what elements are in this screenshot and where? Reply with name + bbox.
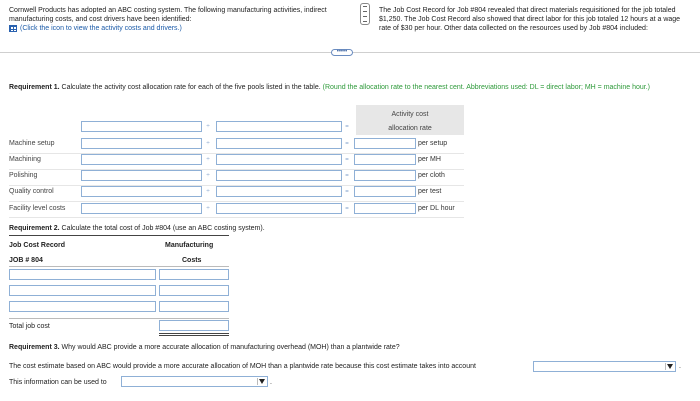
row-label: Machine setup [9,140,55,147]
req3-label: Requirement 3. [9,344,60,351]
cost-item-input[interactable] [9,301,156,312]
equals-symbol: = [345,173,349,179]
job-cost-record-header: Job Cost Record [9,242,66,249]
req3-sentence-1: The cost estimate based on ABC would provide a more accurate allocation of MOH than a plantwide rate because this cost estimate takes into account [9,363,476,370]
divide-symbol: ÷ [206,206,210,212]
activity-costs-link-text[interactable]: (Click the icon to view the activity costs and drivers.) [20,25,182,32]
table-grid-icon[interactable] [9,25,17,32]
row-separator [9,201,464,202]
req1-label: Requirement 1. [9,84,60,91]
cost-amount-input[interactable] [159,269,229,280]
row-label: Polishing [9,172,38,179]
job-table-top-rule [9,235,229,236]
costs-header: Costs [182,257,202,264]
driver-quantity-input[interactable] [216,203,342,214]
job-number-label: JOB # 804 [9,257,43,264]
activity-costs-link[interactable] [9,24,349,33]
total-double-underline [159,333,229,336]
activity-cost-input[interactable] [81,138,202,149]
activity-cost-input[interactable] [81,154,202,165]
equals-symbol: = [345,206,349,212]
header-denominator-input[interactable] [216,121,342,132]
panel-splitter-handle[interactable] [360,3,370,25]
equals-symbol: = [345,157,349,163]
requirement-3 [9,343,691,352]
rate-input[interactable] [354,186,416,197]
divide-symbol: ÷ [206,124,210,130]
row-label: Quality control [9,188,54,195]
divide-symbol: ÷ [206,173,210,179]
rate-unit: per cloth [418,172,445,179]
header-numerator-input[interactable] [81,121,202,132]
header-allocation-rate: allocation rate [388,125,432,132]
intro-left-text: Cornwell Products has adopted an ABC costing system. The following manufacturing activities, indirect manufacturing costs, and cost drivers have been identified: [9,7,327,23]
rate-unit: per MH [418,156,441,163]
total-job-cost-label: Total job cost [9,323,50,330]
intro-left [9,6,349,33]
rate-input[interactable] [354,138,416,149]
req1-hint: (Round the allocation rate to the nearest cent. Abbreviations used: DL = direct labor; MH = machine hour.) [322,84,651,91]
activity-cost-input[interactable] [81,170,202,181]
total-job-cost-input[interactable] [159,320,229,331]
req2-text: Calculate the total cost of Job #804 (use an ABC costing system). [61,225,265,232]
row-separator [9,217,464,218]
intro-right-text: The Job Cost Record for Job #804 revealed that direct materials requisitioned for the job totaled $1,250. The Job Cost Record also showed that direct labor for this job totaled 12 hours at a wage rate of $30 per hour. Other data collected on the resources used by Job #804 included: [379,7,681,32]
req2-label: Requirement 2. [9,225,60,232]
equals-symbol: = [345,124,349,130]
row-label: Facility level costs [9,205,66,212]
accuracy-reason-select[interactable] [533,361,676,372]
requirement-2 [9,224,691,233]
sentence-2-period: . [270,379,272,386]
divider-expand-handle[interactable]: ••••• [331,49,353,56]
req3-sentence-2: This information can be used to [9,379,107,386]
rate-unit: per setup [418,140,448,147]
driver-quantity-input[interactable] [216,170,342,181]
information-use-select[interactable] [121,376,268,387]
chevron-down-icon[interactable] [667,364,673,369]
driver-quantity-input[interactable] [216,154,342,165]
rate-input[interactable] [354,170,416,181]
job-table-header-rule [9,266,229,267]
divide-symbol: ÷ [206,189,210,195]
requirement-1 [9,83,691,92]
cost-amount-input[interactable] [159,301,229,312]
activity-cost-input[interactable] [81,203,202,214]
rate-unit: per DL hour [418,205,455,212]
header-activity-cost: Activity cost [391,111,429,118]
cost-amount-input[interactable] [159,285,229,296]
manufacturing-header: Manufacturing [165,242,214,249]
equals-symbol: = [345,141,349,147]
driver-quantity-input[interactable] [216,186,342,197]
divide-symbol: ÷ [206,157,210,163]
rate-input[interactable] [354,154,416,165]
activity-cost-input[interactable] [81,186,202,197]
cost-item-input[interactable] [9,269,156,280]
req1-text: Calculate the activity cost allocation rate for each of the five pools listed in the table. [61,84,321,91]
rate-unit: per test [418,188,442,195]
rate-input[interactable] [354,203,416,214]
driver-quantity-input[interactable] [216,138,342,149]
divide-symbol: ÷ [206,141,210,147]
sentence-1-period: . [679,363,681,370]
cost-item-input[interactable] [9,285,156,296]
equals-symbol: = [345,189,349,195]
req3-text: Why would ABC provide a more accurate allocation of manufacturing overhead (MOH) than a plantwide rate? [61,344,400,351]
job-table-total-rule [9,318,229,319]
chevron-down-icon[interactable] [259,379,265,384]
row-label: Machining [9,156,41,163]
